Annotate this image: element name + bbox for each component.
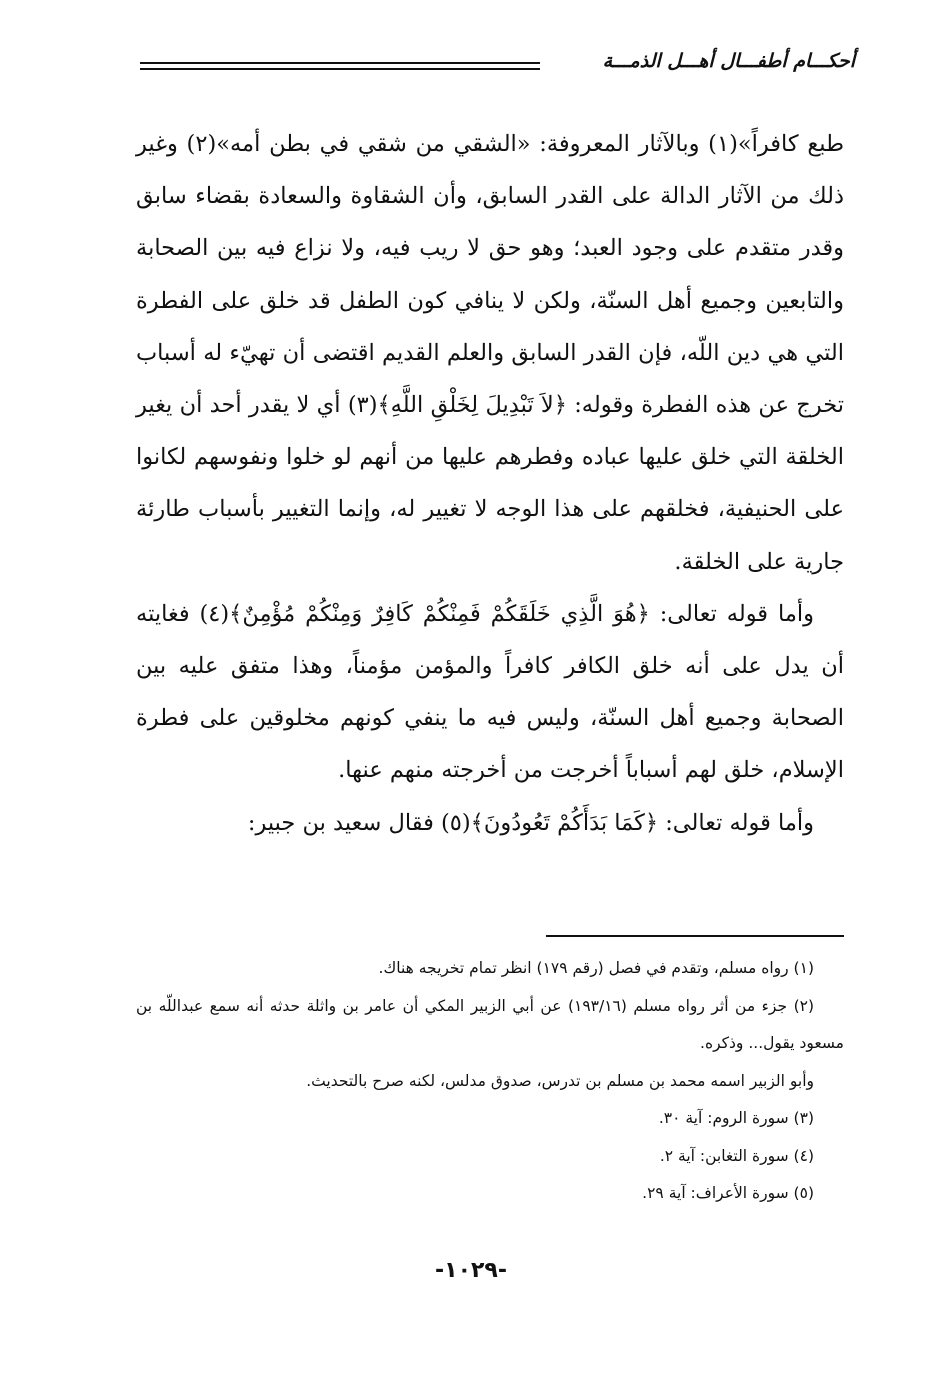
main-text xyxy=(136,118,844,849)
paragraph-2: وأما قوله تعالى: ﴿هُوَ الَّذِي خَلَقَكُمْ فَمِنْكُمْ كَافِرٌ وَمِنْكُمْ مُؤْمِنٌ﴾(٤) فغايته أن يدل على أنه خلق الكافر كافراً والمؤمن مؤمناً، وهذا متفق عليه بين الصحابة وجميع أهل السنّة، وليس فيه ما ينفي كونهم مخلوقين على فطرة الإسلام، خلق لهم أسباباً أخرجت من أخرجته منهم عنها. xyxy=(136,600,844,784)
running-header-title: أحكـــام أطفـــال أهـــل الذمـــة xyxy=(602,50,855,72)
header-double-rule xyxy=(140,62,540,70)
page-number: -١٠٢٩- xyxy=(435,1258,507,1283)
footnote-separator xyxy=(546,935,844,937)
footnote-1: (١) رواه مسلم، وتقدم في فصل (رقم ١٧٩) انظر تمام تخريجه هناك. xyxy=(378,959,814,977)
footnote-5: (٥) سورة الأعراف: آية ٢٩. xyxy=(642,1184,814,1202)
running-header xyxy=(130,48,855,88)
paragraph-1: طبع كافراً»(١) وبالآثار المعروفة: «الشقي من شقي في بطن أمه»(٢) وغير ذلك من الآثار الدالة على القدر السابق، وأن الشقاوة والسعادة بقضاء سابق وقدر متقدم على وجود العبد؛ وهو حق لا ريب فيه، ولا نزاع فيه بين الصحابة والتابعين وجميع أهل السنّة، ولكن لا ينافي كون الطفل قد خلق على الفطرة التي هي دين اللّه، فإن القدر السابق والعلم القديم اقتضى أن تهيّء له أسباب تخرج عن هذه الفطرة وقوله: ﴿لاَ تَبْدِيلَ لِخَلْقِ اللَّهِ﴾(٣) أي لا يقدر أحد أن يغير الخلقة التي خلق عليها عباده وفطرهم عليها من أنهم لو خلوا ونفوسهم لكانوا على الحنيفية، فخلقهم على هذا الوجه لا تغيير له، وإنما التغيير بأسباب طارئة جارية على الخلقة. xyxy=(136,131,845,575)
footnote-2: (٢) جزء من أثر رواه مسلم (١٩٣/١٦) عن أبي الزبير المكي أن عامر بن واثلة حدثه أنه سمع عبداللّه بن مسعود يقول... وذكره. xyxy=(136,996,844,1052)
footnote-4: (٤) سورة التغابن: آية ٢. xyxy=(659,1146,814,1165)
footnotes xyxy=(136,950,844,1213)
paragraph-3: وأما قوله تعالى: ﴿كَمَا بَدَأَكُمْ تَعُودُونَ﴾(٥) فقال سعيد بن جبير: xyxy=(247,809,814,836)
footnote-3: (٣) سورة الروم: آية ٣٠. xyxy=(658,1109,814,1127)
footnote-2-continuation: وأبو الزبير اسمه محمد بن مسلم بن تدرس، صدوق مدلس، لكنه صرح بالتحديث. xyxy=(306,1071,814,1090)
